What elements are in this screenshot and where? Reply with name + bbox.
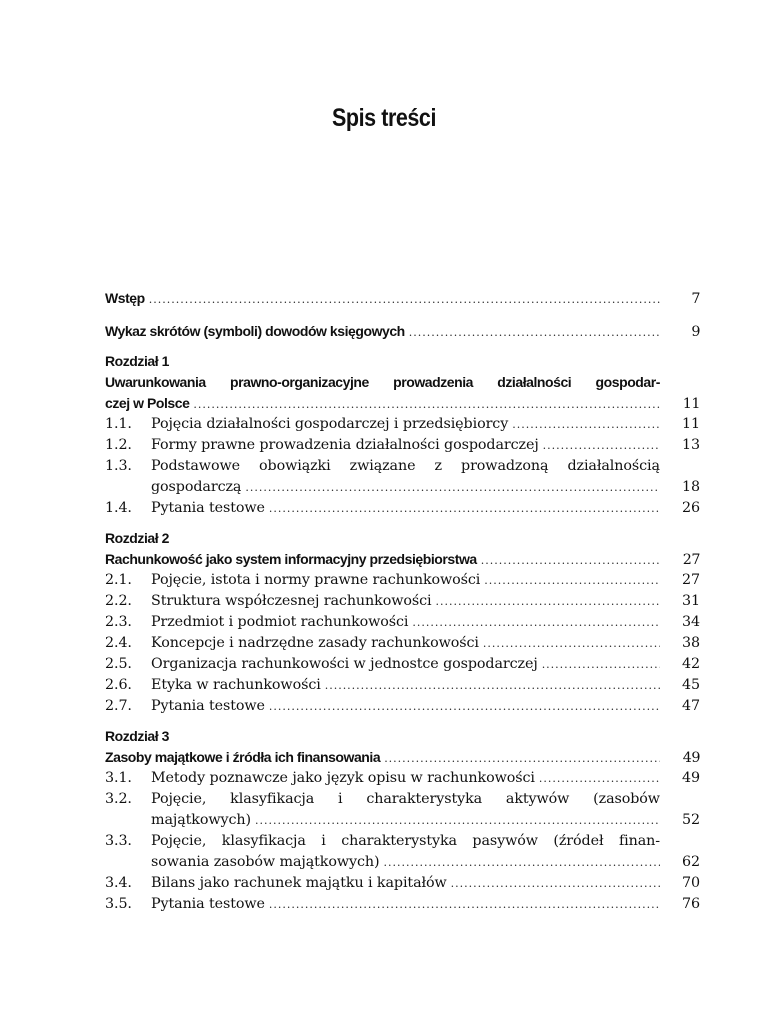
section-number: 3.1. xyxy=(105,770,132,786)
toc-entry-text: Wstęp xyxy=(105,290,145,306)
dot-leader xyxy=(384,748,660,769)
toc-section-entry[interactable] xyxy=(105,894,700,915)
dot-leader xyxy=(435,591,660,612)
toc-entry-text: sowania zasobów majątkowych) xyxy=(151,854,380,870)
chapter-title-entry[interactable] xyxy=(105,747,700,768)
toc-entry-text: Rachunkowość jako system informacyjny przedsiębiorstwa xyxy=(105,551,477,567)
toc-section-entry[interactable] xyxy=(105,612,700,633)
toc-entry-text: Przedmiot i podmiot rachunkowości xyxy=(151,614,409,630)
toc-entry-text: Koncepcje i nadrzędne zasady rachunkowości xyxy=(151,635,479,651)
section-number: 1.2. xyxy=(105,437,132,453)
dot-leader xyxy=(255,810,660,831)
word: charakterystyka xyxy=(366,791,483,807)
toc-entry-text: czej w Polsce xyxy=(105,395,190,411)
toc-entry-abbreviations[interactable] xyxy=(105,321,700,342)
dot-leader xyxy=(512,414,660,435)
dot-leader xyxy=(412,612,660,633)
toc-entry-text: Wykaz skrótów (symboli) dowodów księgowych xyxy=(105,323,405,339)
toc-entry-text: Pojęcia działalności gospodarczej i przedsiębiorcy xyxy=(151,416,509,432)
toc-page-number: 9 xyxy=(691,324,700,340)
dot-leader xyxy=(539,768,660,789)
toc-entry-text: Struktura współczesnej rachunkowości xyxy=(151,593,432,609)
word: działalności xyxy=(497,374,572,390)
dot-leader xyxy=(543,435,660,456)
toc-entry-text: Organizacja rachunkowości w jednostce gospodarczej xyxy=(151,656,538,672)
toc-section-entry[interactable] xyxy=(105,873,700,894)
toc-section-entry-line1[interactable] xyxy=(105,831,700,852)
toc-section-entry[interactable] xyxy=(105,654,700,675)
word: obowiązki xyxy=(259,458,331,474)
toc-section-entry[interactable] xyxy=(105,414,700,435)
section-title-words xyxy=(151,831,700,852)
dot-leader xyxy=(193,394,660,415)
chapter-title-line[interactable] xyxy=(105,372,700,393)
toc-section-entry[interactable] xyxy=(105,435,700,456)
section-number: 2.6. xyxy=(105,677,132,693)
dot-leader xyxy=(451,873,660,894)
toc-page-number: 7 xyxy=(691,291,700,307)
toc-page-number: 49 xyxy=(682,770,700,786)
word: Pojęcie, xyxy=(151,791,207,807)
toc-page-number: 31 xyxy=(682,593,700,609)
toc-entry-text: Formy prawne prowadzenia działalności gospodarczej xyxy=(151,437,539,453)
dot-leader xyxy=(542,654,660,675)
table-of-contents xyxy=(105,288,700,915)
word: (zasobów xyxy=(593,791,660,807)
dot-leader xyxy=(483,633,660,654)
toc-entry-text: Pytania testowe xyxy=(151,698,265,714)
toc-section-entry-line2[interactable] xyxy=(105,477,700,498)
section-number: 2.1. xyxy=(105,572,132,588)
toc-section-entry-line1[interactable] xyxy=(105,456,700,477)
word: gospodar- xyxy=(595,374,660,390)
toc-page-number: 27 xyxy=(682,552,700,568)
word: klasyfikacja xyxy=(221,833,306,849)
word: pasywów xyxy=(472,833,538,849)
dot-leader xyxy=(325,675,660,696)
word: Podstawowe xyxy=(151,458,240,474)
word: działalnością xyxy=(567,458,660,474)
word: związane xyxy=(349,458,416,474)
toc-page-number: 13 xyxy=(682,437,700,453)
dot-leader xyxy=(149,289,660,310)
chapter-label: Rozdział 3 xyxy=(105,728,169,744)
toc-page-number: 11 xyxy=(682,416,700,432)
chapter-label: Rozdział 2 xyxy=(105,530,169,546)
toc-section-entry[interactable] xyxy=(105,696,700,717)
toc-section-entry-line1[interactable] xyxy=(105,789,700,810)
word: prawno-organizacyjne xyxy=(230,374,369,390)
toc-page-number: 76 xyxy=(682,896,700,912)
toc-entry-text: Zasoby majątkowe i źródła ich finansowania xyxy=(105,749,381,765)
chapter-title-entry[interactable] xyxy=(105,549,700,570)
toc-entry-text: Pytania testowe xyxy=(151,500,265,516)
toc-section-entry[interactable] xyxy=(105,768,700,789)
word: prowadzenia xyxy=(393,374,473,390)
toc-page-number: 49 xyxy=(682,750,700,766)
toc-entry-text: majątkowych) xyxy=(151,812,251,828)
page-title: Spis treści xyxy=(331,104,437,132)
toc-section-entry-line2[interactable] xyxy=(105,852,700,873)
section-title-words xyxy=(151,456,700,477)
toc-section-entry[interactable] xyxy=(105,498,700,519)
dot-leader xyxy=(269,498,660,519)
word: charakterystyka xyxy=(341,833,457,849)
toc-section-entry[interactable] xyxy=(105,675,700,696)
dot-leader xyxy=(269,696,660,717)
toc-section-entry[interactable] xyxy=(105,570,700,591)
section-title-words xyxy=(151,789,700,810)
word: z xyxy=(434,458,442,474)
toc-page-number: 27 xyxy=(682,572,700,588)
toc-page-number: 11 xyxy=(682,396,700,412)
section-number: 2.7. xyxy=(105,698,132,714)
word: klasyfikacja xyxy=(230,791,315,807)
word: aktywów xyxy=(505,791,570,807)
toc-section-entry-line2[interactable] xyxy=(105,810,700,831)
section-number: 3.2. xyxy=(105,791,132,807)
toc-entry-intro[interactable] xyxy=(105,288,700,309)
section-number: 3.4. xyxy=(105,875,132,891)
section-number: 2.5. xyxy=(105,656,132,672)
word: finan- xyxy=(618,833,660,849)
toc-page-number: 52 xyxy=(682,812,700,828)
section-number: 2.3. xyxy=(105,614,132,630)
toc-page-number: 70 xyxy=(682,875,700,891)
word: Uwarunkowania xyxy=(105,374,206,390)
word: i xyxy=(321,833,326,849)
section-number: 1.3. xyxy=(105,458,132,474)
toc-page-number: 45 xyxy=(682,677,700,693)
word: Pojęcie, xyxy=(151,833,207,849)
word: i xyxy=(338,791,343,807)
section-number: 3.5. xyxy=(105,896,132,912)
section-number: 2.4. xyxy=(105,635,132,651)
toc-section-entry[interactable] xyxy=(105,591,700,612)
section-number: 2.2. xyxy=(105,593,132,609)
toc-page-number: 47 xyxy=(682,698,700,714)
chapter-title-words xyxy=(105,372,700,393)
dot-leader xyxy=(409,322,660,343)
toc-page-number: 42 xyxy=(682,656,700,672)
toc-page-number: 62 xyxy=(682,854,700,870)
toc-entry-text: Metody poznawcze jako język opisu w rachunkowości xyxy=(151,770,535,786)
section-number: 3.3. xyxy=(105,833,132,849)
toc-section-entry[interactable] xyxy=(105,633,700,654)
toc-page-number: 34 xyxy=(682,614,700,630)
dot-leader xyxy=(481,550,660,571)
toc-entry-text: Bilans jako rachunek majątku i kapitałów xyxy=(151,875,447,891)
dot-leader xyxy=(269,894,660,915)
dot-leader xyxy=(484,570,660,591)
toc-page-number: 38 xyxy=(682,635,700,651)
chapter-title-entry[interactable] xyxy=(105,393,700,414)
dot-leader xyxy=(245,477,660,498)
toc-page-number: 26 xyxy=(682,500,700,516)
toc-entry-text: Etyka w rachunkowości xyxy=(151,677,321,693)
chapter-label: Rozdział 1 xyxy=(105,353,169,369)
toc-entry-text: Pojęcie, istota i normy prawne rachunkowości xyxy=(151,572,481,588)
word: prowadzoną xyxy=(461,458,549,474)
toc-entry-text: gospodarczą xyxy=(151,479,242,495)
dot-leader xyxy=(383,852,660,873)
section-number: 1.4. xyxy=(105,500,132,516)
toc-entry-text: Pytania testowe xyxy=(151,896,265,912)
toc-page-number: 18 xyxy=(682,479,700,495)
word: (źródeł xyxy=(553,833,604,849)
section-number: 1.1. xyxy=(105,416,132,432)
